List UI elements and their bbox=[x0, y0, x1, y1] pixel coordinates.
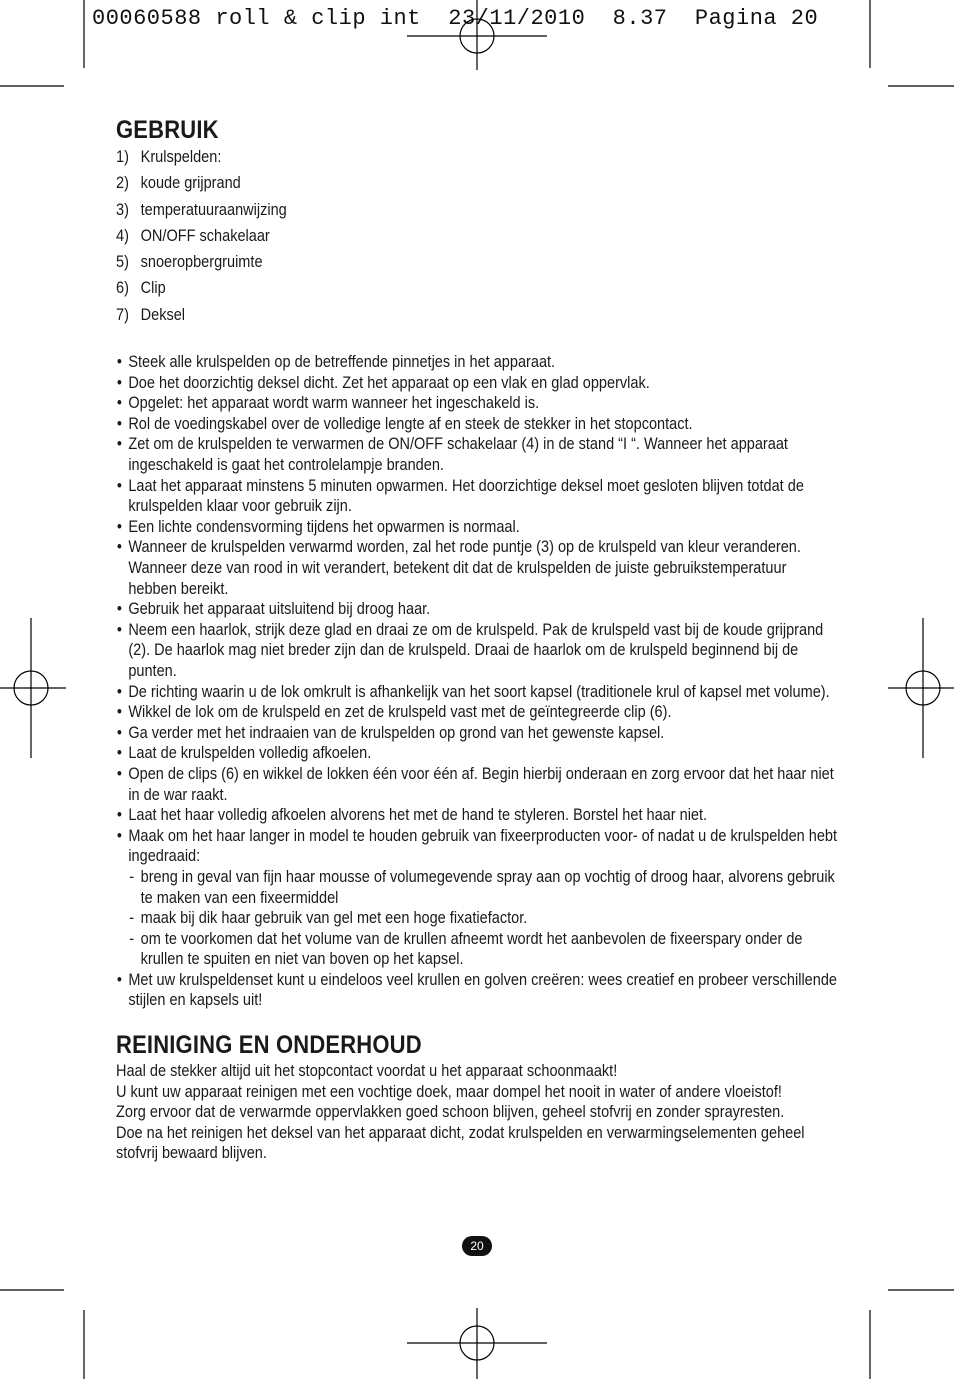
section-heading-cleaning: REINIGING EN ONDERHOUD bbox=[116, 1031, 422, 1060]
parts-list-item bbox=[116, 277, 838, 303]
instruction-item-fixing bbox=[116, 826, 838, 970]
cleaning-section bbox=[116, 1029, 838, 1164]
registration-mark-top bbox=[407, 0, 547, 70]
instruction-item: • Doe het doorzichtig deksel dicht. Zet het apparaat op een vlak en glad oppervlak. bbox=[116, 373, 838, 394]
parts-list-item bbox=[116, 172, 838, 198]
instruction-item: • Laat het haar volledig afkoelen alvorens het met de hand te styleren. Borstel het haar niet. bbox=[116, 805, 838, 826]
instruction-item: • Een lichte condensvorming tijdens het opwarmen is normaal. bbox=[116, 517, 838, 538]
registration-mark-bottom bbox=[407, 1308, 547, 1379]
registration-mark-left bbox=[0, 618, 66, 758]
instruction-item: • Gebruik het apparaat uitsluitend bij droog haar. bbox=[116, 599, 838, 620]
parts-list bbox=[116, 146, 838, 330]
instruction-item: • Opgelet: het apparaat wordt warm wanneer het ingeschakeld is. bbox=[116, 393, 838, 414]
page-number-badge: 20 bbox=[462, 1236, 492, 1256]
part-number: 1) bbox=[116, 148, 129, 166]
usage-instructions-list bbox=[116, 352, 838, 1011]
parts-list-item bbox=[116, 146, 838, 172]
instruction-item: • Steek alle krulspelden op de betreffende pinnetjes in het apparaat. bbox=[116, 352, 838, 373]
part-number: 2) bbox=[116, 174, 129, 193]
part-label: Deksel bbox=[140, 305, 186, 324]
parts-list-item bbox=[116, 251, 838, 277]
fixing-tip: - breng in geval van fijn haar mousse of volumegevende spray aan op vochtig of droog haar, alvorens gebruik te maken van een fixeermiddel bbox=[128, 867, 837, 908]
instruction-item: • Neem een haarlok, strijk deze glad en draai ze om de krulspeld. Pak de krulspeld vast bij de koude grijprand (2). De haarlok mag niet breder zijn dan de krulspeld. Draai de haarlok om de krulspeld beginnend bij de punten. bbox=[116, 620, 838, 682]
cleaning-paragraph: Doe na het reinigen het deksel van het apparaat dicht, zodat krulspelden en verwarmingselementen geheel stofvrij bewaard blijven. bbox=[116, 1123, 805, 1163]
instruction-item: • Open de clips (6) en wikkel de lokken één voor één af. Begin hierbij onderaan en zorg ervoor dat het haar niet in de war raakt. bbox=[116, 764, 838, 805]
part-number: 5) bbox=[116, 253, 129, 272]
print-slug-line: 00060588 roll & clip int 23/11/2010 8.37 Pagina 20 bbox=[92, 6, 819, 31]
manual-page-content bbox=[116, 114, 838, 1164]
fixing-tip: - maak bij dik haar gebruik van gel met een hoge fixatiefactor. bbox=[128, 908, 837, 929]
part-label: Krulspelden: bbox=[140, 148, 222, 166]
part-number: 3) bbox=[116, 200, 129, 219]
instruction-item: • Ga verder met het indraaien van de krulspelden op grond van het gewenste kapsel. bbox=[116, 723, 838, 744]
instruction-item: • Laat het apparaat minstens 5 minuten opwarmen. Het doorzichtige deksel moet gesloten blijven totdat de krulspelden klaar voor gebruik zijn. bbox=[116, 476, 838, 517]
cleaning-paragraph: Zorg ervoor dat de verwarmde oppervlakken goed schoon blijven, geheel stofvrij en zonder sprayresten. bbox=[116, 1103, 785, 1122]
instruction-item: • Met uw krulspeldenset kunt u eindeloos veel krullen en golven creëren: wees creatief en probeer verschillende stijlen en kapsels uit! bbox=[116, 970, 838, 1011]
fixing-tip: - om te voorkomen dat het volume van de krullen afneemt wordt het aanbevolen de fixeerspary onder de krullen te spuiten en niet van boven op het kapsel. bbox=[128, 929, 837, 970]
section-heading-usage: GEBRUIK bbox=[116, 116, 219, 144]
cleaning-paragraph: U kunt uw apparaat reinigen met een vochtige doek, maar dompel het nooit in water of andere vloeistof! bbox=[116, 1082, 782, 1101]
fixing-tips-list bbox=[128, 867, 837, 970]
part-number: 6) bbox=[116, 279, 129, 298]
part-number: 7) bbox=[116, 305, 129, 324]
instruction-item: • Wanneer de krulspelden verwarmd worden, zal het rode puntje (3) op de krulspeld van kleur veranderen. Wanneer deze van rood in wit verandert, betekent dit dat de krulspelden de juiste gebruikstemperatuur hebben bereikt. bbox=[116, 537, 838, 599]
instruction-item: • De richting waarin u de lok omkrult is afhankelijk van het soort kapsel (traditionele krul of kapsel met volume). bbox=[116, 682, 838, 703]
instruction-item: • Laat de krulspelden volledig afkoelen. bbox=[116, 743, 838, 764]
part-number: 4) bbox=[116, 226, 129, 245]
parts-list-item bbox=[116, 199, 838, 225]
part-label: temperatuuraanwijzing bbox=[140, 200, 287, 219]
part-label: ON/OFF schakelaar bbox=[140, 226, 270, 245]
cleaning-paragraph: Haal de stekker altijd uit het stopcontact voordat u het apparaat schoonmaakt! bbox=[116, 1062, 618, 1081]
instruction-item: • Wikkel de lok om de krulspeld en zet de krulspeld vast met de geïntegreerde clip (6). bbox=[116, 702, 838, 723]
part-label: snoeropbergruimte bbox=[140, 253, 263, 272]
fixing-intro-text: Maak om het haar langer in model te houden gebruik van fixeerproducten voor- of nadat u de krulspelden hebt ingedraaid: bbox=[128, 826, 838, 866]
part-label: koude grijprand bbox=[140, 174, 241, 193]
registration-mark-right bbox=[888, 618, 954, 758]
parts-list-item bbox=[116, 304, 838, 330]
instruction-item: • Rol de voedingskabel over de volledige lengte af en steek de stekker in het stopcontact. bbox=[116, 414, 838, 435]
parts-list-item bbox=[116, 225, 838, 251]
instruction-item: • Zet om de krulspelden te verwarmen de ON/OFF schakelaar (4) in de stand “I “. Wanneer het apparaat ingeschakeld is gaat het controlelampje branden. bbox=[116, 434, 838, 475]
part-label: Clip bbox=[140, 279, 166, 298]
